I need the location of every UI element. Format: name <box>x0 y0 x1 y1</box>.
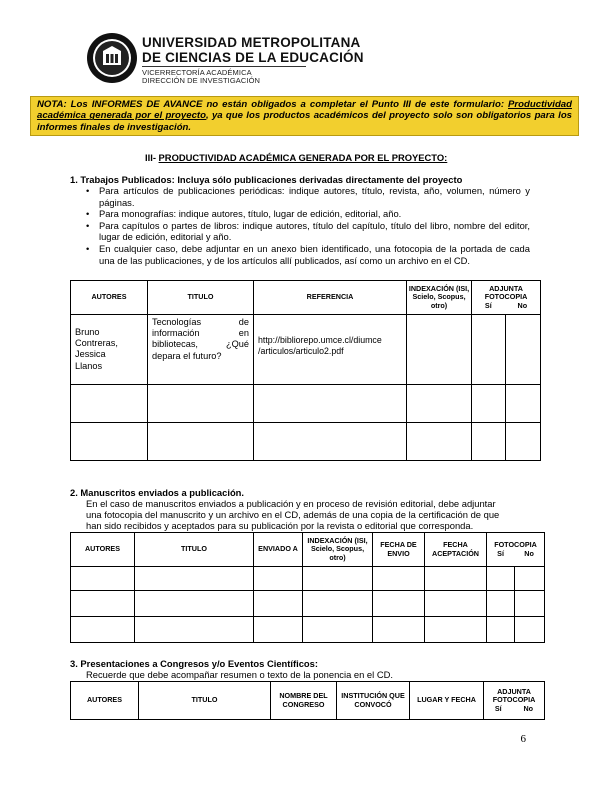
cell-autores[interactable] <box>71 617 135 643</box>
bullet-icon: • <box>86 185 90 196</box>
table-header-row <box>71 533 545 567</box>
no-label: No <box>523 703 534 713</box>
publications-table <box>70 280 541 461</box>
no-label: No <box>524 548 534 558</box>
bullet-icon: • <box>86 219 90 231</box>
cell-indexacion[interactable] <box>407 385 472 423</box>
col-header-titulo: TITULO <box>148 281 254 315</box>
note-underlined: Productividad académica generada por el proyecto <box>37 99 572 122</box>
cell-titulo[interactable] <box>135 591 254 617</box>
title-line: depara el futuro? <box>152 350 222 361</box>
cell-enviado[interactable] <box>254 591 303 617</box>
reference-line: http://bibliorepo.umce.cl/diumce <box>258 335 382 345</box>
col-header-enviado: ENVIADO A <box>254 533 303 567</box>
cell-fecha-aceptacion[interactable] <box>425 591 487 617</box>
bullet-text: Para artículos de publicaciones periódicas: indique autores, título, revista, año, volumen, número y páginas. <box>99 185 530 208</box>
table-row <box>71 567 545 591</box>
cell-indexacion[interactable] <box>303 591 373 617</box>
table-row <box>71 423 541 461</box>
item2-desc-line: una fotocopia del manuscrito y un archivo en el CD, además de una copia de la certificación de que <box>86 509 500 520</box>
cell-autores[interactable] <box>71 315 148 385</box>
item3-desc: Recuerde que debe acompañar resumen o texto de la ponencia en el CD. <box>86 669 393 680</box>
item3-heading: 3. Presentaciones a Congresos y/o Eventos Científicos: <box>70 658 318 669</box>
cell-no[interactable] <box>506 315 541 385</box>
section-title <box>145 152 447 164</box>
item1-heading: 1. Trabajos Publicados: Incluya sólo publicaciones derivadas directamente del proyecto <box>70 174 463 185</box>
cell-fecha-envio[interactable] <box>373 567 425 591</box>
cell-titulo[interactable] <box>148 315 254 385</box>
cell-autores[interactable] <box>71 423 148 461</box>
table-row <box>71 385 541 423</box>
cell-titulo[interactable] <box>135 567 254 591</box>
cell-indexacion[interactable] <box>407 423 472 461</box>
cell-si[interactable] <box>472 315 506 385</box>
table-row <box>71 315 541 385</box>
reference-line: /articulos/articulo2.pdf <box>258 346 344 357</box>
col-header-fecha-envio: FECHA DE ENVIO <box>373 533 425 567</box>
cell-indexacion[interactable] <box>303 617 373 643</box>
si-label: Sí <box>497 548 504 558</box>
bullet-icon: • <box>86 208 90 220</box>
cell-titulo[interactable] <box>148 423 254 461</box>
header-rule <box>142 66 306 67</box>
cell-indexacion[interactable] <box>303 567 373 591</box>
cell-no[interactable] <box>515 591 545 617</box>
title-line: bibliotecas, ¿Qué <box>152 339 249 350</box>
cell-si[interactable] <box>487 567 515 591</box>
col-header-autores: AUTORES <box>71 682 139 720</box>
cell-fecha-aceptacion[interactable] <box>425 567 487 591</box>
bullet-text: En cualquier caso, debe adjuntar en un anexo bien identificado, una fotocopia de la portada de cada una de las publicaciones, y de los artículos allí publicados, así como un archivo en el CD. <box>99 242 530 266</box>
no-label: No <box>517 300 528 310</box>
page-number: 6 <box>520 733 526 745</box>
author-line: Contreras, <box>75 338 118 349</box>
cell-referencia[interactable] <box>254 423 407 461</box>
col-header-lugar-fecha: LUGAR Y FECHA <box>410 682 484 720</box>
note-rest: , ya que los productos académicos del proyecto solo son obligatorios para los informes finales de investigación. <box>37 110 573 133</box>
col-header-adjunta <box>472 281 541 315</box>
cell-indexacion[interactable] <box>407 315 472 385</box>
list-item <box>86 185 530 208</box>
vicerrectoria-label: VICERRECTORÍA ACADÉMICA <box>142 68 252 77</box>
university-seal-icon <box>86 32 138 84</box>
congress-table <box>70 681 545 720</box>
title-line: Tecnologías de <box>152 317 249 327</box>
direccion-label: DIRECCIÓN DE INVESTIGACIÓN <box>142 76 261 85</box>
cell-referencia[interactable] <box>254 385 407 423</box>
bullet-icon: • <box>86 242 90 254</box>
cell-enviado[interactable] <box>254 567 303 591</box>
si-label: Sí <box>484 300 492 310</box>
section-title-prefix: III- <box>145 152 159 163</box>
col-header-adjunta <box>484 682 545 720</box>
fotocopia-label: FOTOCOPIA <box>494 540 537 550</box>
table-header-row <box>71 682 545 720</box>
list-item <box>86 243 530 266</box>
cell-si[interactable] <box>472 385 506 423</box>
item2-heading: 2. Manuscritos enviados a publicación. <box>70 487 245 498</box>
col-header-referencia: REFERENCIA <box>254 281 407 315</box>
bullet-text: Para monografías: indique autores, título, lugar de edición, editorial, año. <box>99 208 402 220</box>
col-header-fecha-aceptacion: FECHA ACEPTACIÓN <box>425 533 487 567</box>
col-header-autores: AUTORES <box>71 281 148 315</box>
title-line: información en <box>152 328 249 339</box>
university-name-line1: UNIVERSIDAD METROPOLITANA <box>142 35 361 50</box>
university-name-line2: DE CIENCIAS DE LA EDUCACIÓN <box>142 50 364 65</box>
author-line: Bruno <box>75 327 100 337</box>
note-lead: NOTA: Los INFORMES DE AVANCE no están obligados a completar el Punto III de este formulario: <box>37 99 509 110</box>
manuscripts-table <box>70 532 545 643</box>
cell-fecha-aceptacion[interactable] <box>425 617 487 643</box>
cell-no[interactable] <box>506 423 541 461</box>
cell-enviado[interactable] <box>254 617 303 643</box>
cell-titulo[interactable] <box>135 617 254 643</box>
cell-autores[interactable] <box>71 567 135 591</box>
si-label: Sí <box>494 703 502 713</box>
cell-titulo[interactable] <box>148 385 254 423</box>
col-header-institucion: INSTITUCIÓN QUE CONVOCÓ <box>337 682 410 720</box>
col-header-autores: AUTORES <box>71 533 135 567</box>
cell-fecha-envio[interactable] <box>373 591 425 617</box>
cell-fecha-envio[interactable] <box>373 617 425 643</box>
cell-no[interactable] <box>506 385 541 423</box>
cell-si[interactable] <box>487 591 515 617</box>
item2-desc-line: En el caso de manuscritos enviados a publicación y en proceso de revisión editorial, debe adjuntar <box>86 498 496 509</box>
col-header-titulo: TITULO <box>135 533 254 567</box>
adjunta-label: ADJUNTA FOTOCOPIA <box>492 686 536 705</box>
adjunta-label: ADJUNTA FOTOCOPIA <box>484 283 528 302</box>
cell-referencia[interactable] <box>254 315 407 385</box>
author-line: Llanos <box>75 360 103 371</box>
table-row <box>71 617 545 643</box>
cell-no[interactable] <box>515 617 545 643</box>
cell-si[interactable] <box>472 423 506 461</box>
col-header-fotocopia <box>487 533 545 567</box>
col-header-indexacion: INDEXACIÓN (ISI, Scielo, Scopus, otro) <box>407 281 472 315</box>
item1-bullet-list <box>86 185 530 266</box>
note-box <box>30 96 579 136</box>
bullet-text: Para capítulos o partes de libros: indique autores, título del capítulo, título del libro, nombre del editor, lugar de edición, editorial y año. <box>99 219 530 243</box>
table-row <box>71 591 545 617</box>
cell-autores[interactable] <box>71 385 148 423</box>
col-header-nombre-congreso: NOMBRE DEL CONGRESO <box>271 682 337 720</box>
cell-no[interactable] <box>515 567 545 591</box>
col-header-titulo: TITULO <box>139 682 271 720</box>
section-title-text: PRODUCTIVIDAD ACADÉMICA GENERADA POR EL PROYECTO: <box>158 152 448 163</box>
cell-autores[interactable] <box>71 591 135 617</box>
cell-si[interactable] <box>487 617 515 643</box>
list-item <box>86 208 530 220</box>
col-header-indexacion: INDEXACIÓN (ISI, Scielo, Scopus, otro) <box>303 533 373 567</box>
table-header-row <box>71 281 541 315</box>
author-line: Jessica <box>75 349 106 360</box>
list-item <box>86 220 530 243</box>
item2-desc-line: han sido recibidos y aceptados para su publicación por la revista o editorial que corresponda. <box>86 520 474 531</box>
